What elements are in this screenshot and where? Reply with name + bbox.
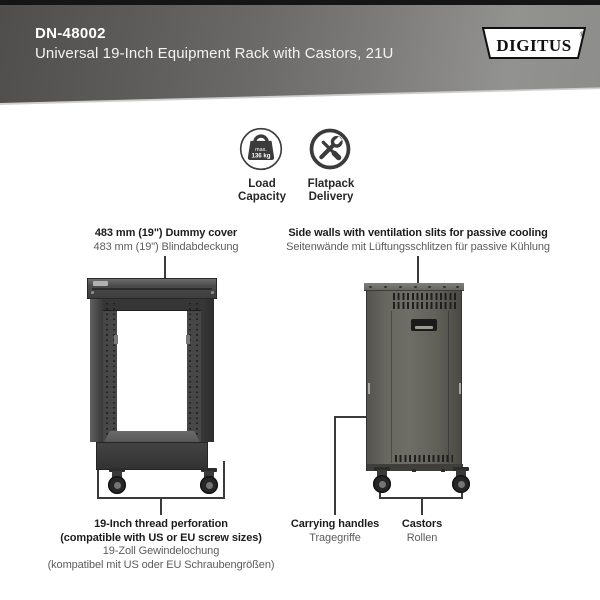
castor-hub [458, 481, 465, 488]
base-front [96, 442, 208, 470]
frame-top-band [103, 299, 201, 311]
rail-tab-right [186, 335, 190, 344]
flange-screw [399, 286, 402, 289]
load-label-line2: Capacity [238, 191, 286, 203]
perforation-column-right-outer [196, 303, 198, 440]
flange-screw [428, 286, 431, 289]
product-title: Universal 19-Inch Equipment Rack with Castors, 21U [35, 45, 394, 62]
leader-castors-stem [421, 498, 423, 515]
foot-tab [441, 469, 445, 472]
thread-perforation-en1: 19-Inch thread perforation [94, 518, 228, 530]
rack-opening [117, 311, 187, 442]
dummy-cover-en: 483 mm (19") Dummy cover [94, 227, 238, 239]
annotation-side-walls [286, 227, 550, 254]
ventilation-slits-top-row1 [393, 293, 457, 300]
ventilation-slits-bottom [395, 455, 453, 462]
castor-hub [379, 481, 386, 488]
front-rack-castor-right [198, 468, 220, 494]
castor-hub [114, 482, 121, 489]
annotation-thread-perforation [48, 518, 275, 572]
load-capacity-label [238, 178, 286, 204]
panel-seam-left [391, 311, 392, 463]
side-walls-en: Side walls with ventilation slits for passive cooling [288, 227, 548, 239]
flange-screw [443, 286, 446, 289]
rear-rack-castor-left [371, 467, 393, 493]
cover-brand-label [93, 281, 108, 286]
leader-perforation-right [223, 461, 225, 498]
flange-screw [384, 286, 387, 289]
weight-badge-max: max. [255, 146, 267, 153]
screwdriver-handle [334, 153, 338, 157]
dummy-cover-de: 483 mm (19") Blindabdeckung [93, 240, 239, 253]
thread-perforation-de1: 19-Zoll Gewindelochung [102, 545, 220, 557]
shelf-top [104, 431, 200, 442]
dummy-cover-panel [87, 278, 217, 299]
logo-registered-mark: ® [579, 31, 585, 39]
annotation-dummy-cover [94, 227, 239, 254]
castors-en: Castors [401, 518, 443, 530]
flatpack-delivery-label [308, 178, 355, 204]
top-strip [0, 0, 600, 5]
rear-rack-castor-right [450, 467, 472, 493]
foot-tab [412, 469, 416, 472]
handle-grip-highlight [415, 326, 433, 329]
perforation-column-left-inner [113, 303, 115, 440]
thread-perforation-de2: (kompatibel mit US oder EU Schraubengrößen) [47, 558, 275, 571]
carrying-handles-en: Carrying handles [290, 518, 380, 530]
flatpack-label-line2: Delivery [308, 191, 354, 203]
thread-perforation-en2: (compatible with US or EU screw sizes) [60, 531, 262, 544]
flange-screw [369, 286, 372, 289]
load-capacity-icon [238, 126, 284, 172]
logo-text: DIGITUS [496, 36, 572, 55]
cover-groove [92, 288, 212, 290]
annotation-castors [402, 518, 442, 545]
flatpack-label-line1: Flatpack [307, 178, 355, 190]
weight-badge-kg: 136 kg [251, 152, 271, 160]
perforation-column-right-inner [189, 303, 191, 440]
side-walls-de: Seitenwände mit Lüftungsschlitzen für passive Kühlung [286, 240, 550, 253]
rail-tab-left [114, 335, 118, 344]
rack-front-view [87, 278, 217, 496]
product-id: DN-48002 [35, 25, 106, 42]
panel-seam-right [448, 311, 449, 463]
flatpack-tools-icon [307, 126, 353, 172]
front-rack-castor-left [106, 468, 128, 494]
frame-post-right [201, 299, 214, 442]
annotation-carrying-handles [291, 518, 379, 545]
rear-panel [366, 291, 462, 471]
flange-screw [414, 286, 417, 289]
leader-perforation-stem [160, 498, 162, 515]
carrying-handles-de: Tragegriffe [309, 531, 361, 544]
rear-top-flange [364, 283, 464, 291]
carrying-handle-cutout [411, 319, 437, 331]
perforation-column-left-outer [106, 303, 108, 440]
castors-de: Rollen [406, 531, 438, 544]
flange-screw [456, 286, 459, 289]
frame-post-left [90, 299, 103, 442]
leader-handle-v2 [334, 417, 336, 515]
side-latch-right [459, 383, 461, 394]
rack-frame-body [90, 299, 214, 442]
side-latch-left [368, 383, 370, 394]
digitus-logo [482, 27, 586, 59]
castor-hub [206, 482, 213, 489]
load-label-line1: Load [248, 178, 276, 190]
cover-screw-right [211, 291, 214, 294]
ventilation-slits-top-row2 [393, 302, 457, 309]
rack-rear-view [364, 283, 464, 495]
cover-screw-left [91, 291, 94, 294]
